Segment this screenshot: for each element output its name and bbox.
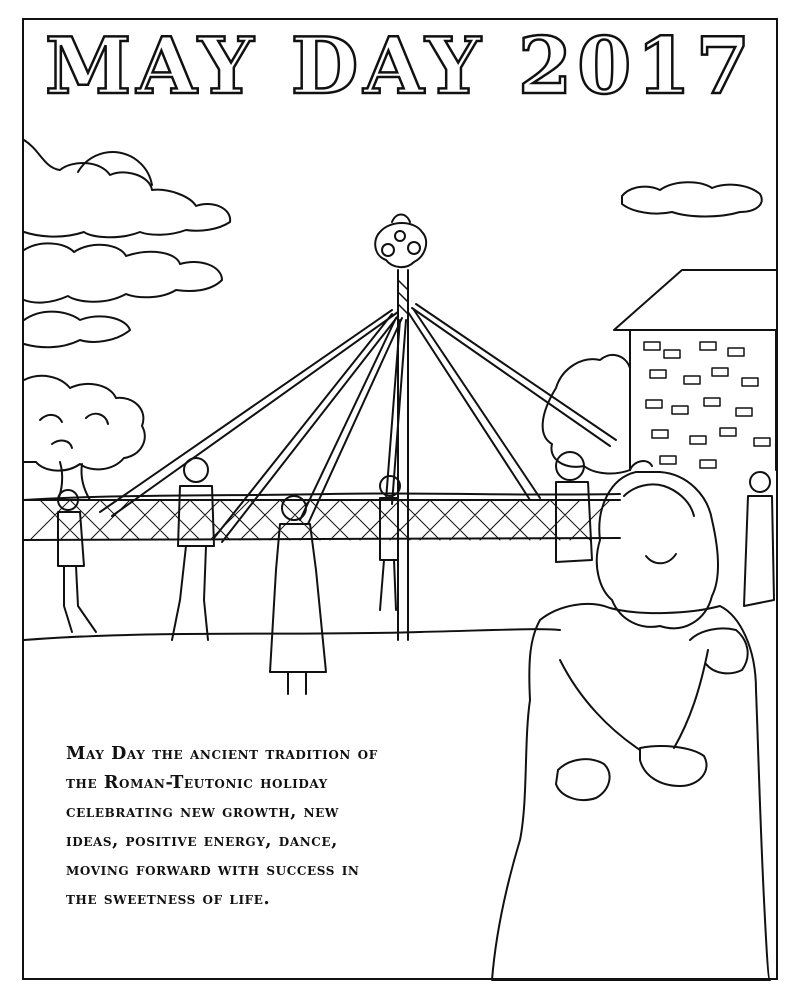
tree-left: [24, 376, 145, 471]
fence-net: [30, 500, 610, 540]
maypole-wrap: [398, 280, 408, 314]
cloud-left-lower: [24, 312, 130, 348]
caption-line: the sweetness of life.: [66, 889, 271, 909]
caption-line: ideas, positive energy, dance,: [66, 831, 338, 851]
building-roof: [614, 270, 776, 330]
maypole-ribbons: [100, 304, 616, 542]
tree-left-detail: [40, 414, 108, 448]
page-title: MAY DAY 2017: [44, 21, 755, 112]
caption-line: celebrating new growth, new: [66, 802, 339, 822]
dancer-far-right: [744, 472, 774, 606]
dancer-girl-center: [270, 496, 326, 694]
dancer-left: [58, 490, 96, 632]
cloud-left-bottom: [24, 243, 222, 302]
ground-line: [24, 629, 560, 640]
caption-text: [66, 740, 496, 914]
building-bricks: [644, 342, 770, 468]
caption-line: the Roman-Teutonic holiday: [66, 773, 328, 793]
caption-line: May Day the ancient tradition of: [66, 744, 378, 764]
caption-line: moving forward with success in: [66, 860, 360, 880]
dancer-boy: [172, 458, 214, 640]
bush-right: [543, 355, 630, 474]
cloud-right: [622, 182, 762, 216]
sun: [78, 152, 152, 185]
